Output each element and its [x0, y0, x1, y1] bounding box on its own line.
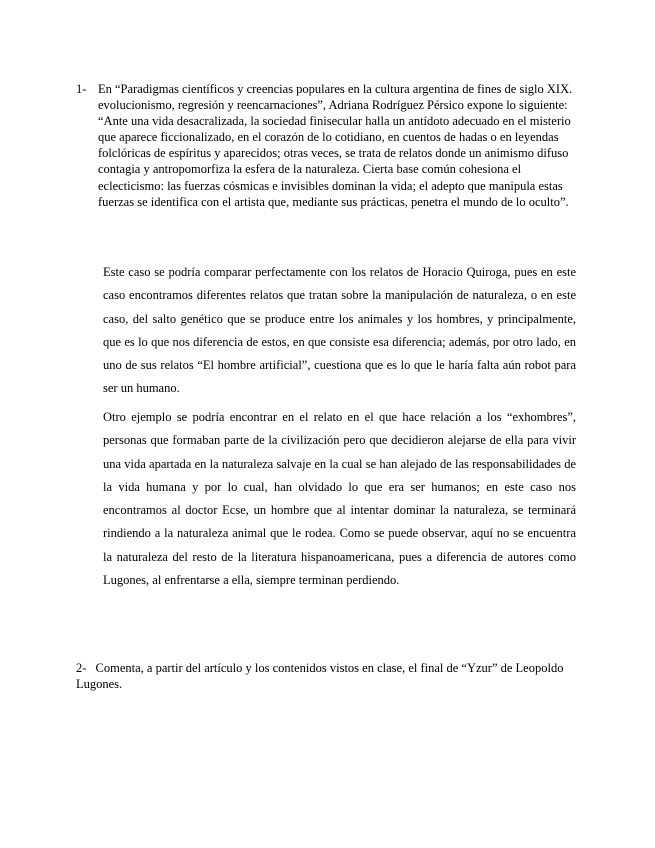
question-text: Comenta, a partir del artículo y los contenidos vistos en clase, el final de “Yzur” de Leopoldo Lugones.: [76, 661, 564, 692]
question-1: [76, 81, 576, 210]
question-number: 1-: [76, 82, 87, 96]
question-text: En “Paradigmas científicos y creencias populares en la cultura argentina de fines de siglo XIX. evolucionismo, regresión y reencarnaciones”, Adriana Rodríguez Pérsico expone lo siguiente: “Ante una vida desacralizada, la sociedad finisecular halla un antídoto adecuado en el misterio que aparece ficcionalizado, en el corazón de lo cotidiano, en cuentos de hadas o en leyendas folclóricas de espíritus y aparecidos; otras veces, se trata de relatos donde un animismo difuso contagia y antropomorfiza la esfera de la naturaleza. Cierta base común cohesiona el eclecticismo: las fuerzas cósmicas e invisibles dominan la vida; el adepto que manipula estas fuerzas se identifica con el artista que, mediante sus prácticas, penetra el mundo de lo oculto”.: [98, 82, 573, 209]
answer-paragraph: Este caso se podría comparar perfectamente con los relatos de Horacio Quiroga, pues en este caso encontramos diferentes relatos que tratan sobre la manipulación de naturaleza, o en este caso, del salto genético que se produce entre los animales y los hombres, y principalmente, que es lo que nos diferencia de estos, en que consiste esa diferencia; además, por otro lado, en uno de sus relatos “El hombre artificial”, cuestiona que es lo que le haría falta aún robot para ser un humano.: [103, 265, 576, 396]
question-number: 2-: [76, 661, 87, 675]
question-2: [76, 660, 576, 692]
answer-paragraph: Otro ejemplo se podría encontrar en el relato en el que hace relación a los “exhombres”, personas que formaban parte de la civilización pero que decidieron alejarse de ella para vivir una vida apartada en la naturaleza salvaje en la cual se han alejado de las responsabilidades de la vida humana y por lo cual, han olvidado lo que era ser humanos; en este caso nos encontramos al doctor Ecse, un hombre que al intentar dominar la naturaleza, se terminará rindiendo a la naturaleza animal que le rodea. Como se puede observar, aquí no se encuentra la naturaleza del resto de la literatura hispanoamericana, pues a diferencia de autores como Lugones, al enfrentarse a ella, siempre terminan perdiendo.: [103, 410, 576, 588]
